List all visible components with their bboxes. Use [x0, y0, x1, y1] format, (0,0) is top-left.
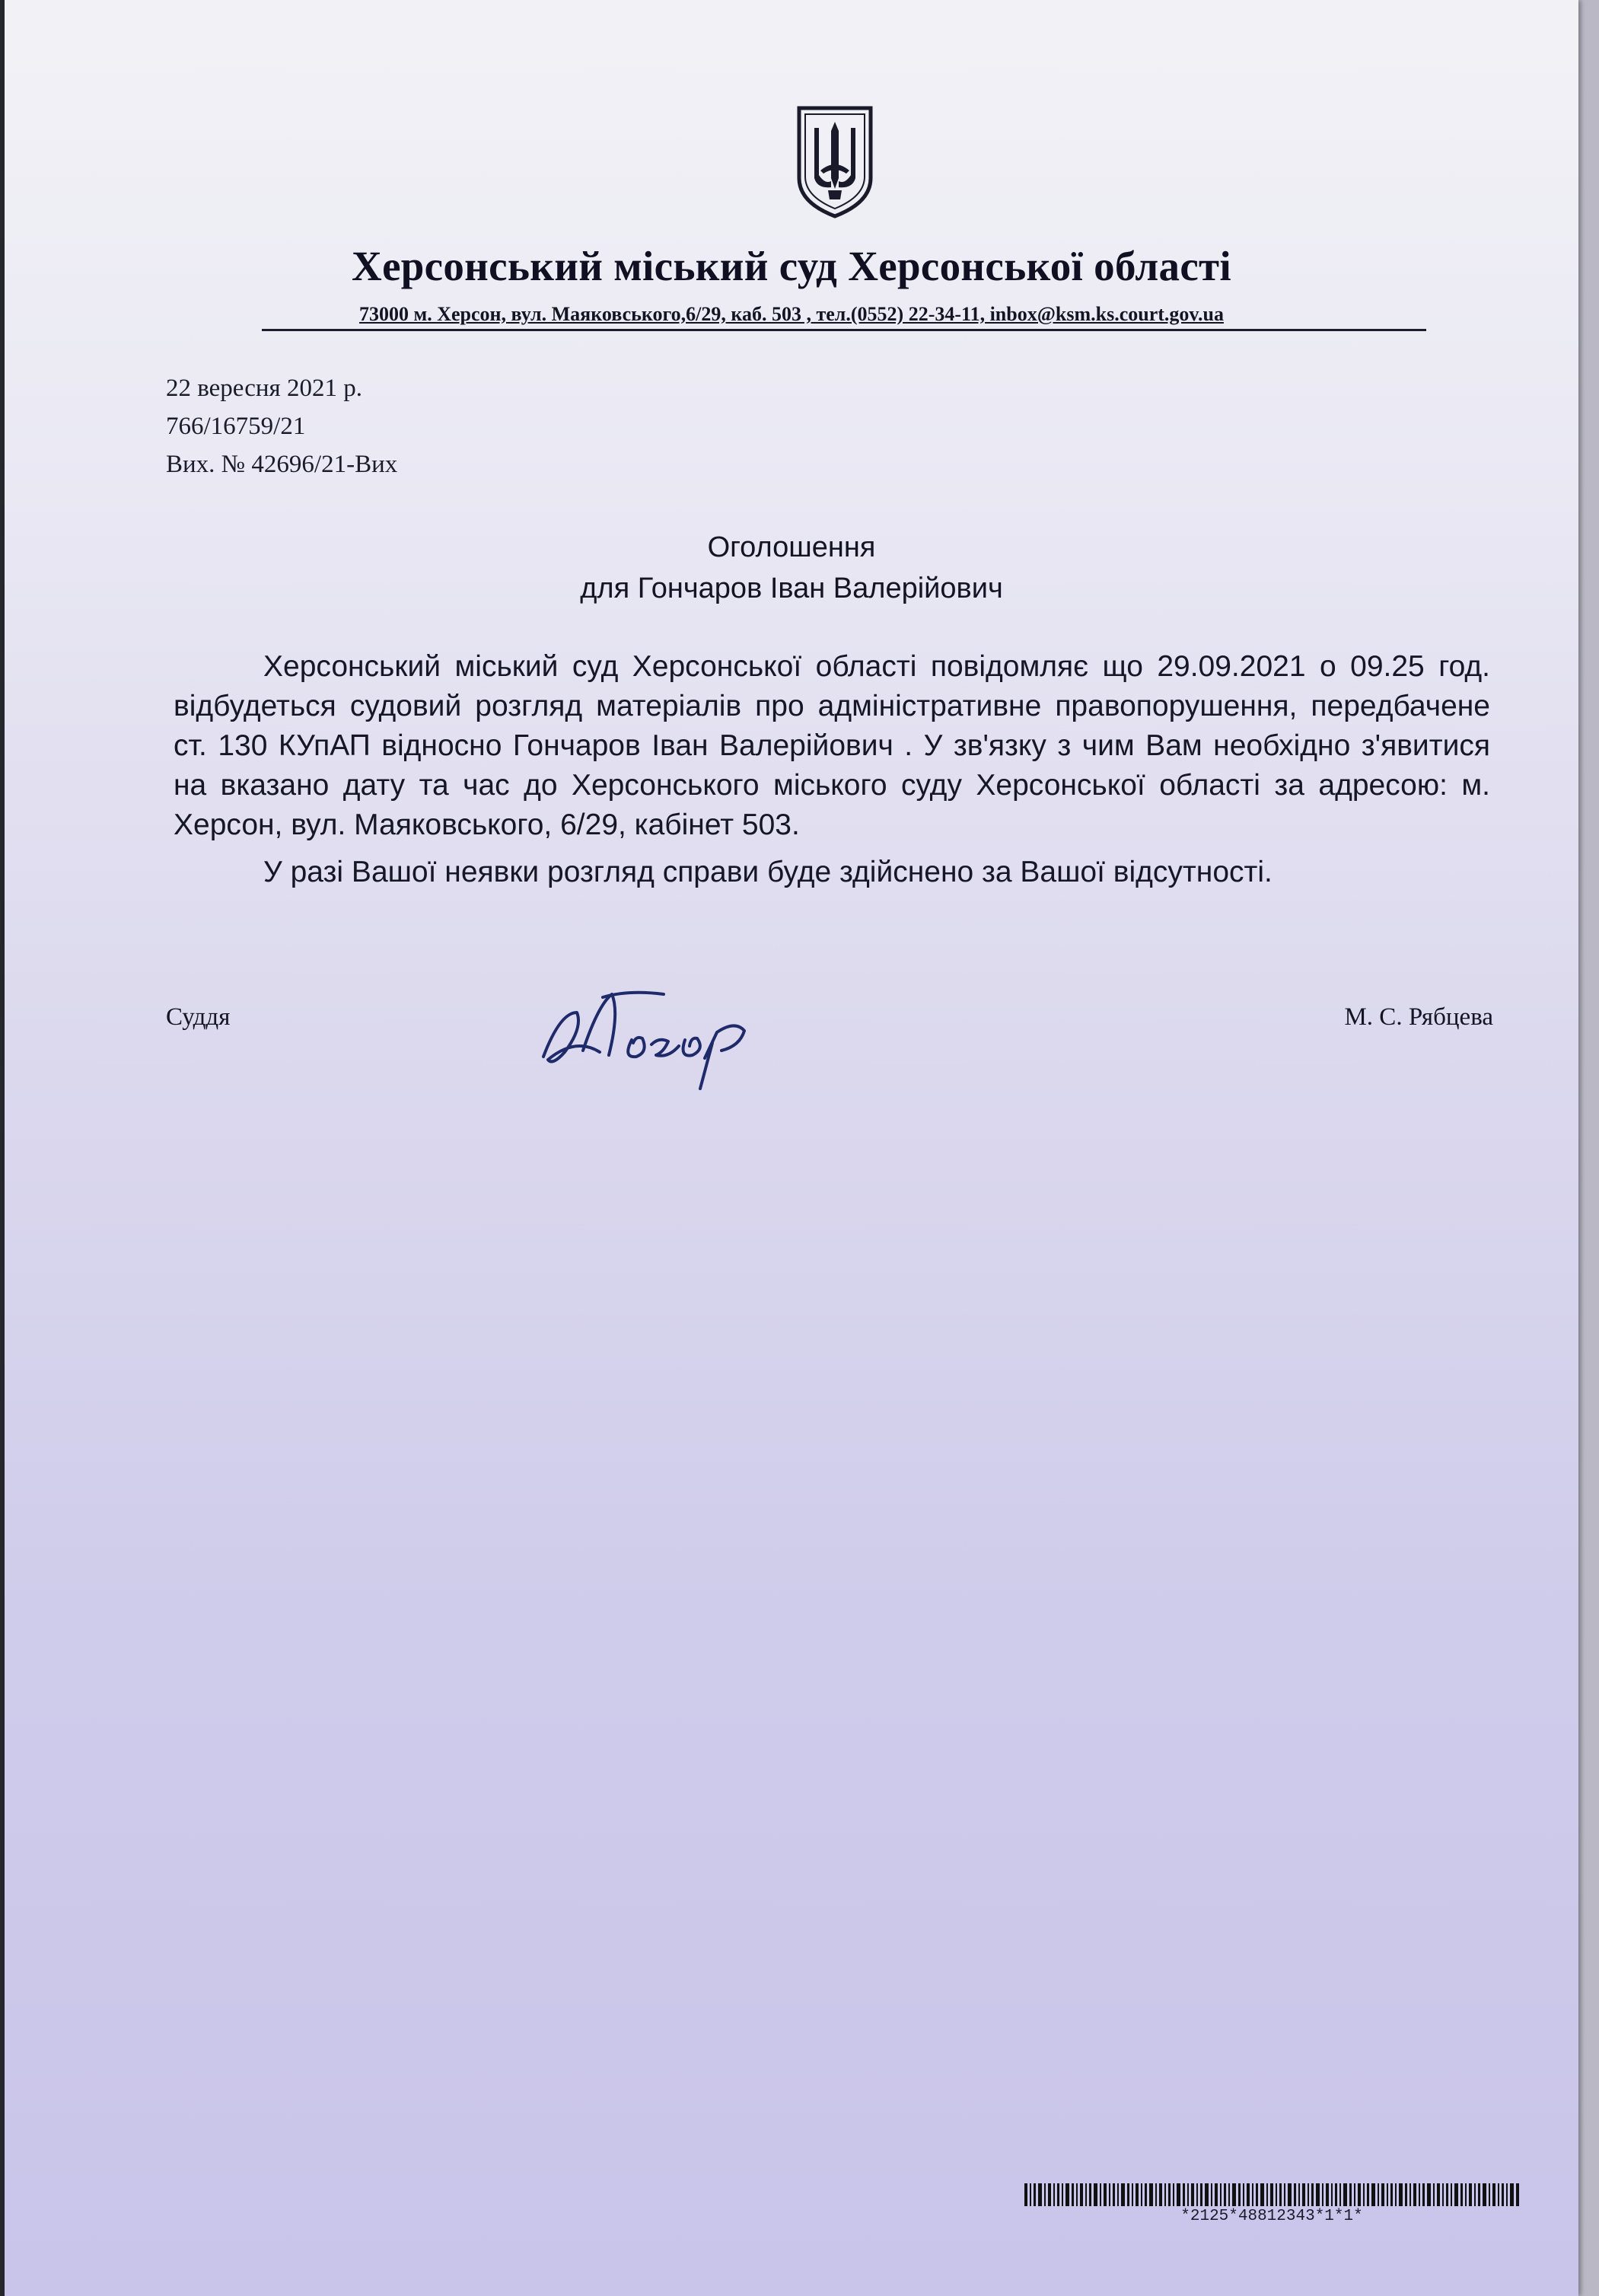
- handwritten-signature: [530, 967, 788, 1096]
- header-divider: [262, 329, 1426, 331]
- signer-role: Суддя: [166, 1003, 231, 1031]
- document-page: [5, 0, 1578, 2296]
- notice-heading: [5, 527, 1578, 609]
- court-address-line: [5, 303, 1578, 326]
- case-number: 766/16759/21: [166, 413, 306, 440]
- signer-name: М. С. Рябцева: [1344, 1003, 1493, 1031]
- document-date: 22 вересня 2021 р.: [166, 375, 362, 402]
- court-name-heading: Херсонський міський суд Херсонської області: [352, 243, 1231, 289]
- body-paragraph-1: Херсонський міський суд Херсонської області повідомляє що 29.09.2021 о 09.25 год. відбудеться судовий розгляд матеріалів про адміністративне правопорушення, передбачене ст. 130 КУпАП відносно Гончаров Іван Валерійович . У зв'язку з чим Вам необхідно з'явитися на вказано дату та час до Херсонського міського суду Херсонської області за адресою: м. Херсон, вул. Маяковського, 6/29, кабінет 503.: [174, 650, 1490, 841]
- notice-recipient: для Гончаров Іван Валерійович: [580, 572, 1003, 604]
- document-barcode: [1024, 2183, 1519, 2206]
- coat-of-arms-trident-icon: [795, 105, 875, 219]
- barcode-number: *2125*48812343*1*1*: [1180, 2208, 1363, 2225]
- court-address-text: 73000 м. Херсон, вул. Маяковського,6/29, каб. 503 , тел.(0552) 22-34-11, inbox@ksm.ks.court.gov.ua: [359, 303, 1224, 325]
- notice-title: Оголошення: [707, 531, 876, 563]
- outgoing-number: Вих. № 42696/21-Вих: [166, 451, 398, 478]
- document-meta: [166, 369, 397, 483]
- body-paragraph-2: У разі Вашої неявки розгляд справи буде здійснено за Вашої відсутності.: [263, 856, 1273, 888]
- notice-body: [174, 647, 1490, 892]
